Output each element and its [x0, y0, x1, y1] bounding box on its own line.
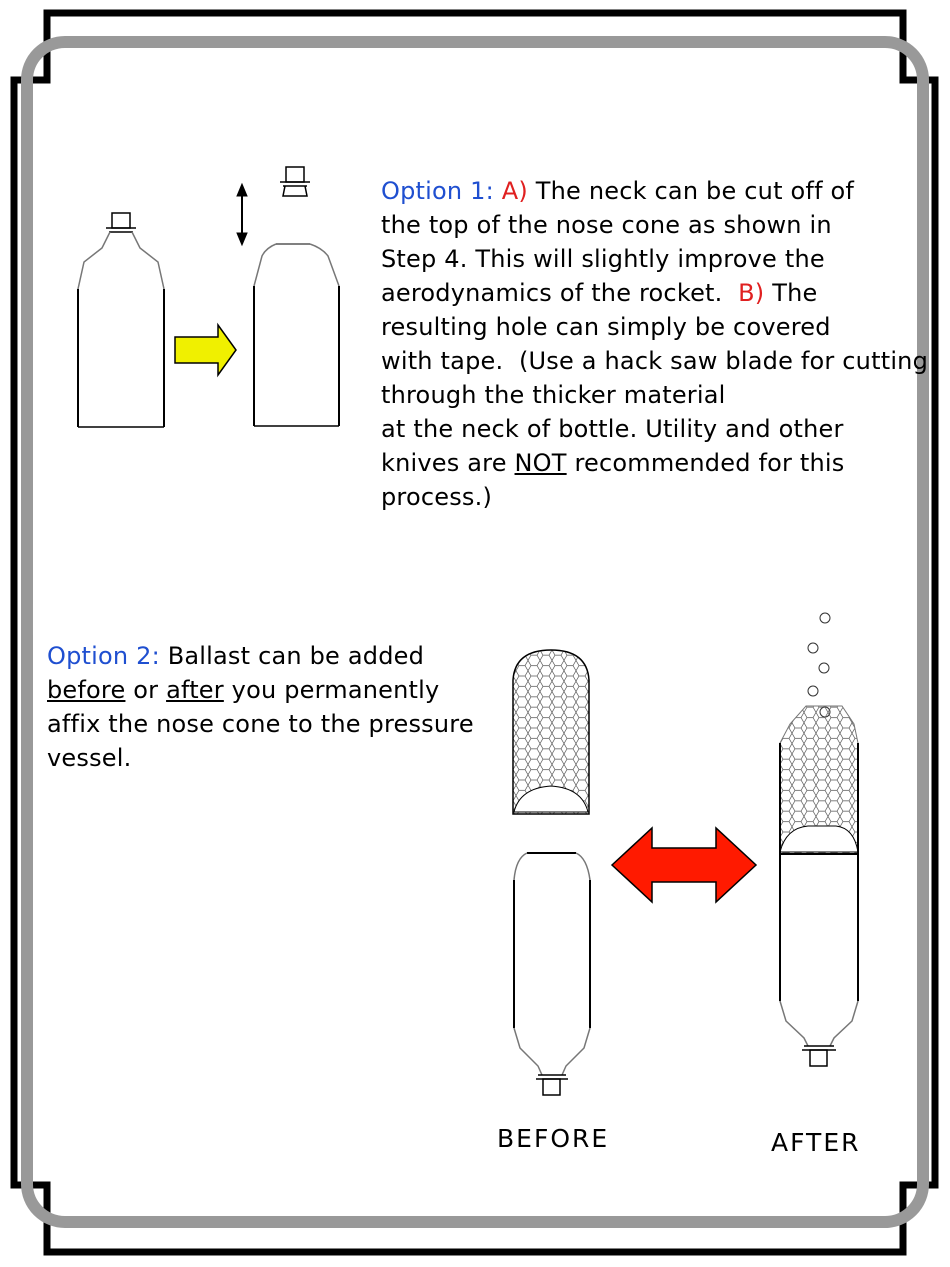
pressure-vessel-bottle-icon — [514, 853, 590, 1095]
option2-line4: vessel. — [47, 744, 132, 772]
before-caption: BEFORE — [497, 1124, 610, 1153]
option2-line2 — [47, 673, 474, 707]
option1-b-label: B) — [738, 279, 765, 307]
option1-line4 — [381, 276, 928, 310]
option2-line1 — [47, 639, 474, 673]
option1-line2: the top of the nose cone as shown in — [381, 211, 832, 239]
option1-line3: Step 4. This will slightly improve the — [381, 245, 825, 273]
option2-after-emphasis: after — [166, 676, 224, 704]
after-caption: AFTER — [771, 1128, 861, 1157]
option1-line9 — [381, 446, 928, 480]
option1-line4-post: The — [764, 279, 818, 307]
option2-label: Option 2: — [47, 642, 160, 670]
option1-line5: resulting hole can simply be covered — [381, 313, 831, 341]
option2-text — [47, 639, 474, 775]
option1-not-emphasis: NOT — [514, 449, 567, 477]
option1-line1-text: The neck can be cut off of — [527, 177, 855, 205]
option1-line4-text: aerodynamics of the rocket. — [381, 279, 739, 307]
assembled-rocket-icon — [780, 613, 858, 1066]
option1-label: Option 1: — [381, 177, 494, 205]
option2-line3: affix the nose cone to the pressure — [47, 710, 474, 738]
option1-line8: at the neck of bottle. Utility and other — [381, 415, 844, 443]
option1-line9-post: recommended for this — [566, 449, 845, 477]
option1-a-label: A) — [501, 177, 528, 205]
option1-text — [381, 174, 928, 514]
option2-line2-post: you permanently — [223, 676, 440, 704]
option2-line2-mid: or — [125, 676, 167, 704]
option2-before-emphasis: before — [47, 676, 126, 704]
option2-line1-text: Ballast can be added — [159, 642, 425, 670]
option1-line10: process.) — [381, 483, 493, 511]
nose-cone-ballast-icon — [513, 650, 589, 814]
option1-line9-text: knives are — [381, 449, 515, 477]
option1-line7: through the thicker material — [381, 381, 726, 409]
red-double-arrow-icon — [612, 828, 756, 902]
option1-line1 — [381, 174, 928, 208]
option1-line6: with tape. (Use a hack saw blade for cutting — [381, 347, 929, 375]
